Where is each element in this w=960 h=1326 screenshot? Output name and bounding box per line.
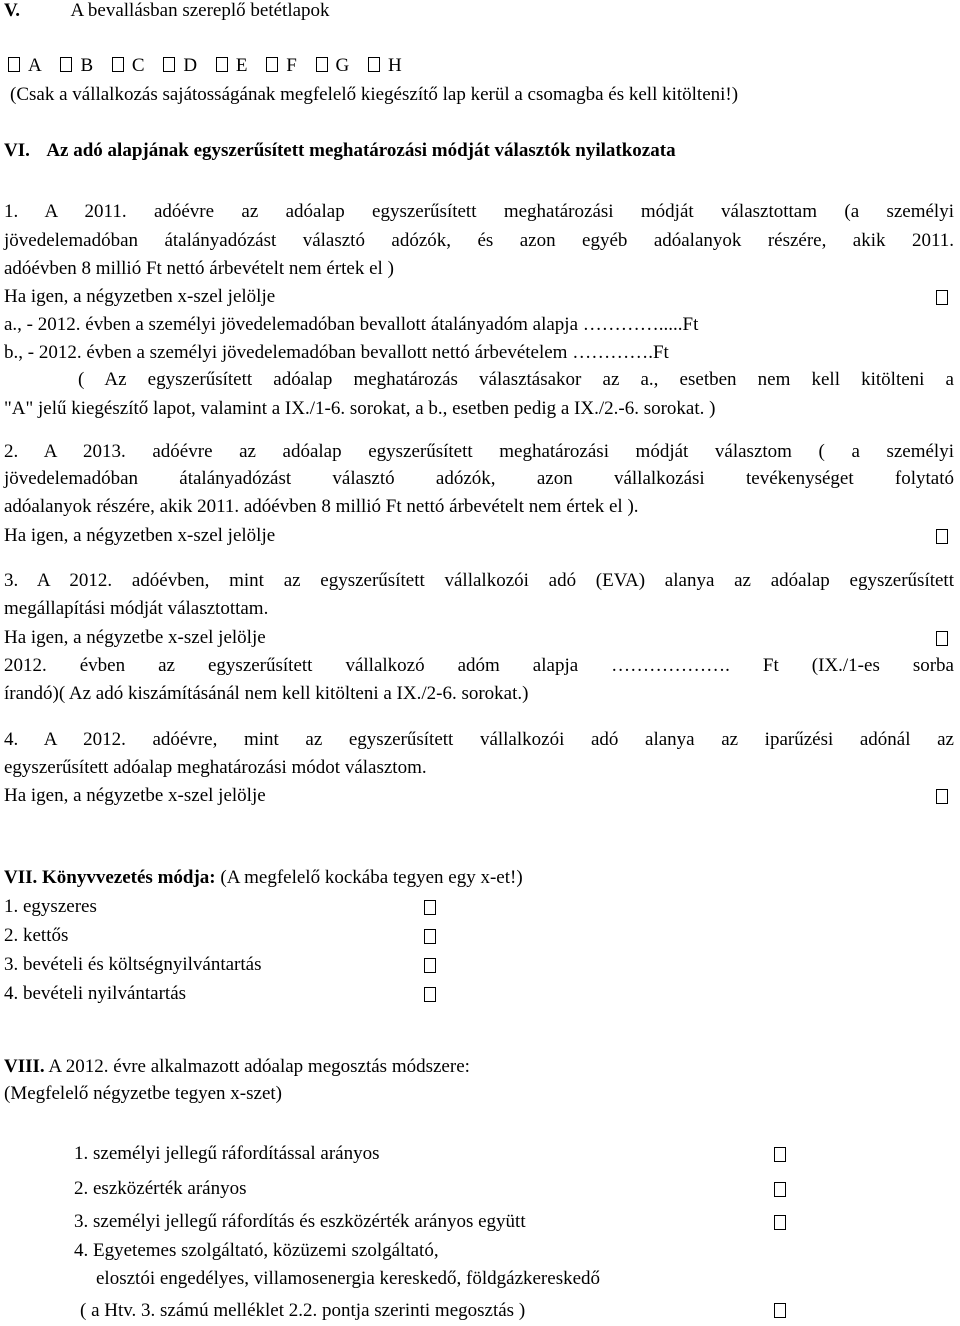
- checkbox-d[interactable]: [163, 57, 175, 72]
- allocation-option-4-line-1: 4. Egyetemes szolgáltató, közüzemi szolgáltató,: [74, 1240, 439, 1261]
- p3-checkbox[interactable]: [936, 631, 948, 646]
- p3-base-line-2: írandó)( Az adó kiszámításánál nem kell kitölteni a IX./2-6. sorokat.): [4, 683, 529, 704]
- section-vii-title: Könyvvezetés módja:: [42, 867, 216, 888]
- allocation-option-3: 3. személyi jellegű ráfordítás és eszközérték arányos együtt: [74, 1211, 526, 1232]
- p3-line-2: megállapítási módját választottam.: [4, 598, 269, 619]
- allocation-checkbox-1[interactable]: [774, 1147, 786, 1162]
- letter-g: G: [335, 55, 350, 76]
- section-vi-title: Az adó alapjának egyszerűsített meghatározási módját választók nyilatkozata: [46, 140, 676, 161]
- section-v-number: V.: [4, 0, 21, 21]
- bookkeeping-option-4: 4. bevételi nyilvántartás: [4, 983, 187, 1004]
- p4-line-1: 4. A 2012. adóévre, mint az egyszerűsített vállalkozói adó alanya az iparűzési adónál az: [4, 729, 954, 750]
- bookkeeping-checkbox-3[interactable]: [424, 958, 436, 973]
- checkbox-c[interactable]: [112, 57, 124, 72]
- allocation-option-4-line-2: elosztói engedélyes, villamosenergia kereskedő, földgázkereskedő: [96, 1268, 601, 1289]
- bookkeeping-checkbox-2[interactable]: [424, 929, 436, 944]
- letter-d: D: [183, 55, 198, 76]
- p3-line-1: 3. A 2012. adóévben, mint az egyszerűsített vállalkozói adó (EVA) alanya az adóalap egyszerűsített: [4, 570, 954, 591]
- allocation-checkbox-2[interactable]: [774, 1182, 786, 1197]
- p1-line-3: adóévben 8 millió Ft nettó árbevételt nem értek el ): [4, 258, 394, 279]
- p2-line-2: jövedelemadóban átalányadózást választó adózók, azon vállalkozási tevékenységet folytató: [4, 468, 954, 489]
- section-viii-heading: [4, 1056, 954, 1078]
- bookkeeping-option-2: 2. kettős: [4, 925, 69, 946]
- allocation-checkbox-3[interactable]: [774, 1215, 786, 1230]
- section-vii-number: VII.: [4, 867, 38, 888]
- p1-check-label: Ha igen, a négyzetben x-szel jelölje: [4, 286, 276, 307]
- p4-check-label: Ha igen, a négyzetbe x-szel jelölje: [4, 785, 266, 806]
- section-vi-heading: [4, 140, 954, 162]
- letter-c: C: [131, 55, 145, 76]
- allocation-option-4-line-3: ( a Htv. 3. számú melléklet 2.2. pontja szerinti megosztás ): [80, 1300, 526, 1321]
- bookkeeping-option-1: 1. egyszeres: [4, 896, 97, 917]
- section-vi-number: VI.: [4, 140, 30, 161]
- checkbox-h[interactable]: [368, 57, 380, 72]
- bookkeeping-checkbox-4[interactable]: [424, 987, 436, 1002]
- section-vii-heading: [4, 867, 954, 889]
- p1-item-a: a., - 2012. évben a személyi jövedelemadóban bevallott átalányadóm alapja ………….....Ft: [4, 314, 699, 335]
- p1-line-1: 1. A 2011. adóévre az adóalap egyszerűsített meghatározási módját választottam (a személyi: [4, 201, 954, 222]
- bookkeeping-option-3: 3. bevételi és költségnyilvántartás: [4, 954, 262, 975]
- checkbox-a[interactable]: [8, 57, 20, 72]
- p1-line-2: jövedelemadóban átalányadózást választó adózók, és azon egyéb adóalanyok részére, akik 2011.: [4, 230, 954, 251]
- p2-checkbox[interactable]: [936, 529, 948, 544]
- letter-a: A: [28, 55, 42, 76]
- bookkeeping-checkbox-1[interactable]: [424, 900, 436, 915]
- p3-check-label: Ha igen, a négyzetbe x-szel jelölje: [4, 627, 266, 648]
- section-viii-title: A 2012. évre alkalmazott adóalap megosztás módszere:: [48, 1056, 470, 1077]
- enclosure-note: (Csak a vállalkozás sajátosságának megfelelő kiegészítő lap kerül a csomagba és kell kitölteni!): [10, 84, 739, 105]
- p4-checkbox[interactable]: [936, 789, 948, 804]
- section-v-heading: [4, 0, 954, 22]
- section-vii-hint: (A megfelelő kockába tegyen egy x-et!): [220, 867, 523, 888]
- p2-line-1: 2. A 2013. adóévre az adóalap egyszerűsített meghatározási módját választom ( a személyi: [4, 441, 954, 462]
- p2-line-3: adóalanyok részére, akik 2011. adóévben 8 millió Ft nettó árbevételt nem értek el ).: [4, 496, 639, 517]
- section-v-title: A bevallásban szereplő betétlapok: [70, 0, 330, 21]
- checkbox-b[interactable]: [60, 57, 72, 72]
- letter-h: H: [388, 55, 402, 76]
- p1-item-b: b., - 2012. évben a személyi jövedelemadóban bevallott nettó árbevételem ………….Ft: [4, 342, 669, 363]
- checkbox-e[interactable]: [216, 57, 228, 72]
- checkbox-g[interactable]: [316, 57, 328, 72]
- enclosure-letter-checkboxes: [8, 55, 954, 77]
- p1-checkbox[interactable]: [936, 290, 948, 305]
- letter-b: B: [80, 55, 94, 76]
- p2-check-label: Ha igen, a négyzetben x-szel jelölje: [4, 525, 276, 546]
- p3-base-line-1: 2012. évben az egyszerűsített vállalkozó adóm alapja ………………. Ft (IX./1-es sorba: [4, 655, 954, 676]
- section-viii-hint: (Megfelelő négyzetbe tegyen x-szet): [4, 1083, 283, 1104]
- letter-f: F: [286, 55, 297, 76]
- allocation-option-1: 1. személyi jellegű ráfordítással arányos: [74, 1143, 380, 1164]
- p1-note-line-2: "A" jelű kiegészítő lapot, valamint a IX./1-6. sorokat, a b., esetben pedig a IX./2.-6. sorokat. ): [4, 398, 716, 419]
- p4-line-2: egyszerűsített adóalap meghatározási módot választom.: [4, 757, 427, 778]
- p1-note-line-1: ( Az egyszerűsített adóalap meghatározás választásakor az a., esetben nem kell kitölteni a: [78, 369, 954, 390]
- section-viii-number: VIII.: [4, 1056, 45, 1077]
- checkbox-f[interactable]: [266, 57, 278, 72]
- allocation-option-2: 2. eszközérték arányos: [74, 1178, 247, 1199]
- allocation-checkbox-4[interactable]: [774, 1303, 786, 1318]
- letter-e: E: [235, 55, 248, 76]
